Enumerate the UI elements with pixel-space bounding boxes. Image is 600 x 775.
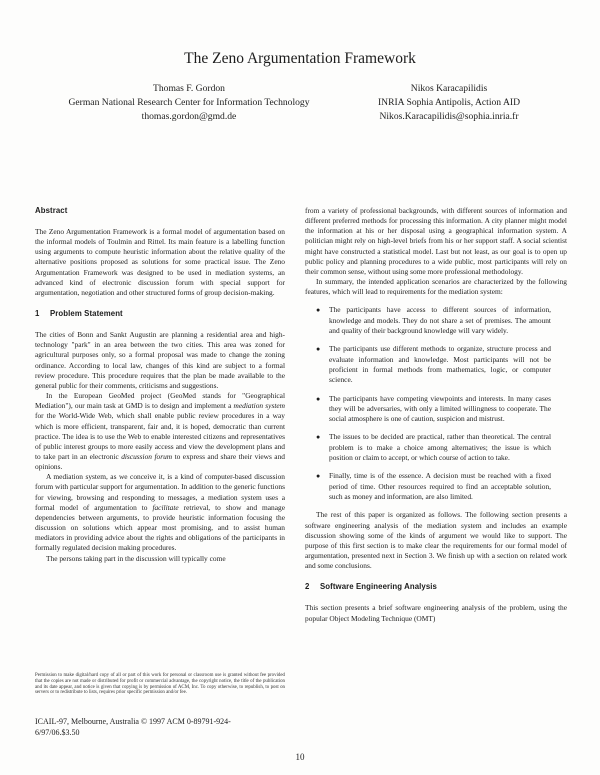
text-run: In the European GeoMed project (GeoMed stands for "Geographical Mediation"), our main task at GMD is to design and implement a xyxy=(35,391,285,411)
section-2-heading xyxy=(305,582,567,592)
list-item xyxy=(305,305,567,335)
author-name: Nikos Karacapilidis xyxy=(410,83,488,94)
author-affiliation: INRIA Sophia Antipolis, Action AID xyxy=(377,97,521,108)
emphasis: discussion forum xyxy=(121,451,173,461)
copyright-line: 6/97/06.$3.50 xyxy=(35,727,80,737)
bullet-icon: ● xyxy=(316,472,321,481)
abstract-text: The Zeno Argumentation Framework is a formal model of argumentation based on the informal models of Toulmin and Rittel. Its main feature is a labelling function using arguments to compute heuristic information about the relative quality of the alternative positions proposed as solutions for some practical issue. The Zeno Argumentation Framework was designed to be used in mediation systems, an advanced kind of electronic discussion forum with special support for argumentation, negotiation and other structured forms of group decision-making. xyxy=(35,227,285,297)
paper-title: The Zeno Argumentation Framework xyxy=(184,50,416,67)
page-number: 10 xyxy=(295,752,305,762)
author-block-1 xyxy=(48,82,330,124)
author-affiliation: German National Research Center for Information Technology xyxy=(68,97,310,108)
copyright-notice xyxy=(35,717,285,738)
paragraph xyxy=(35,391,285,472)
section-number: 1 xyxy=(35,309,40,319)
abstract-heading: Abstract xyxy=(35,206,68,215)
bullet-icon: ● xyxy=(316,433,321,442)
list-item xyxy=(305,471,567,501)
emphasis: mediation system xyxy=(233,401,285,411)
section-title: Software Engineering Analysis xyxy=(320,582,437,592)
paragraph: In summary, the intended application scenarios are characterized by the following features, which will lead to requirements for the mediation system: xyxy=(305,277,567,297)
list-item xyxy=(305,432,567,462)
bullet-icon: ● xyxy=(316,306,321,315)
permission-footnote: Permission to make digital/hard copy of all or part of this work for personal or classroom use is granted without fee provided that the copies are not made or distributed for profit or commercial advantage, the copyright notice, the title of the publication and its date appear, and notice is given that copying is by permission of ACM, Inc. To copy otherwise, to republish, to post on servers or to redistribute to lists, requires prior specific permission and/or fee. xyxy=(35,673,285,696)
author-block-2 xyxy=(335,82,563,124)
list-item xyxy=(305,344,567,385)
paragraph: from a variety of professional backgrounds, with different sources of information and different preferred methods for processing this information. A city planner might model the information at his or her disposal using a geographical information system. A politician might rely on high-level briefs from his or her support staff. A social scientist might have constructed a statistical model. Last but not least, as our goal is to open up public policy and planning procedures to a wide public, most participants will rely on their common sense, without using some more professional methodology. xyxy=(305,206,567,276)
text-run: A mediation system, as we conceive it, is a kind of computer-based discussion forum with particular support for argumentation. In addition to the generic functions for viewing, browsing and responding to messages, a mediation system uses a formal model of argumentation to xyxy=(35,472,285,512)
list-item-text: The participants have competing viewpoints and interests. In many cases they will be adversaries, with only a limited willingness to cooperate. The social atmosphere is one of caution, suspicion and mistrust. xyxy=(329,393,551,423)
requirements-list xyxy=(305,305,567,502)
right-column xyxy=(305,206,567,624)
author-email: Nikos.Karacapilidis@sophia.inria.fr xyxy=(379,111,519,122)
paragraph: The rest of this paper is organized as follows. The following section presents a software engineering analysis of the mediation system and includes an example discussion showing some of the kinds of argument we would like to support. The purpose of this first section is to make clear the requirements for our formal model of argumentation, presented next in Section 3. We finish up with a section on related work and some conclusions. xyxy=(305,510,567,571)
text-run: to express and share their views and opinions. xyxy=(35,451,285,472)
section-number: 2 xyxy=(305,582,310,592)
paragraph: This section presents a brief software engineering analysis of the problem, using the popular Object Modeling Technique (OMT) xyxy=(305,603,567,623)
paragraph: The cities of Bonn and Sankt Augustin are planning a residential area and high-technology "park" in an area between the two cities. This area was zoned for agricultural purposes only, so a formal proposal was made to change the zoning ordinance. According to local law, changes of this kind are subject to a formal review procedure. This procedure requires that the plan be made available to the general public for their comments, criticisms and suggestions. xyxy=(35,330,285,390)
paragraph xyxy=(35,472,285,553)
list-item-text: The participants use different methods to organize, structure process and evaluate information and knowledge. Most participants will not be proficient in formal methods from mathematics, logic, or computer science. xyxy=(329,344,551,384)
bullet-icon: ● xyxy=(316,345,321,354)
section-title: Problem Statement xyxy=(50,309,123,319)
list-item-text: The participants have access to different sources of information, knowledge and models. They do not share a set of premises. The amount and quality of their background knowledge will vary widely. xyxy=(329,305,551,335)
text-run: for the World-Wide Web, which shall enable public review procedures in a way which is more efficient, transparent, fair and, it is hoped, democratic than current practice. The idea is to use the Web to enable interested citizens and representatives of public interest groups to more easily access and view the development plans and to take part in an electronic xyxy=(35,411,285,461)
section-1-heading xyxy=(35,309,285,319)
text-run: retrieval, to show and manage dependencies between arguments, to provide heuristic information focusing the discussion on solutions which appear most promising, and to assist human mediators in providing advice about the rights and obligations of the participants in formally regulated decision making procedures. xyxy=(35,502,285,553)
paragraph: The persons taking part in the discussion will typically come xyxy=(46,553,226,563)
author-name: Thomas F. Gordon xyxy=(153,83,225,94)
list-item-text: Finally, time is of the essence. A decision must be reached with a fixed period of time. Other resources required to find an acceptable solution, such as money and information, are also limited. xyxy=(329,471,551,501)
copyright-line: ICAIL-97, Melbourne, Australia © 1997 ACM 0-89791-924- xyxy=(35,717,231,726)
bullet-icon: ● xyxy=(316,394,321,403)
list-item-text: The issues to be decided are practical, rather than theoretical. The central problem is to make a choice among alternatives; the issue is which position or claim to accept, or which course of action to take. xyxy=(329,432,551,462)
left-column xyxy=(35,206,285,564)
emphasis: facilitate xyxy=(152,502,179,512)
author-email: thomas.gordon@gmd.de xyxy=(141,111,237,122)
list-item xyxy=(305,394,567,424)
